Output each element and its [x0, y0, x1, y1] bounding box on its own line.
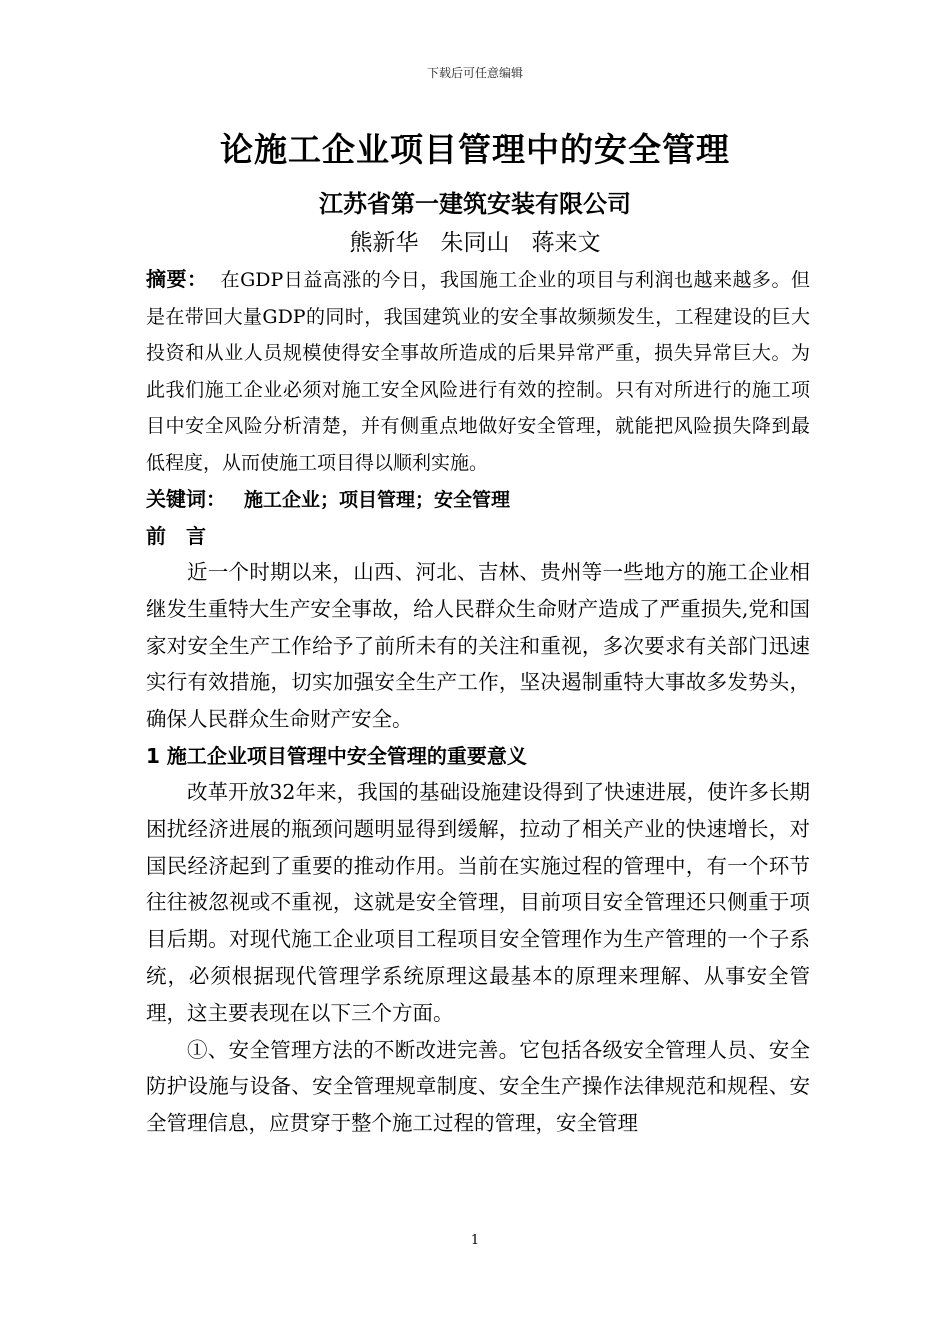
document-body [146, 261, 810, 1142]
keywords [146, 481, 810, 518]
preface-heading: 前 言 [146, 524, 206, 548]
author-name: 朱同山 [440, 230, 510, 256]
keywords-label: 关键词： [146, 487, 226, 511]
abstract-label: 摘要： [146, 267, 208, 291]
author-list [0, 224, 950, 262]
keywords-text: 施工企业；项目管理；安全管理 [244, 489, 511, 511]
document-title: 论施工企业项目管理中的安全管理 [220, 130, 730, 169]
section-heading: 1 施工企业项目管理中安全管理的重要意义 [146, 743, 527, 768]
section-paragraph: ①、安全管理方法的不断改进完善。它包括各级安全管理人员、安全防护设施与设备、安全管理规章制度、安全生产操作法律规范和规程、安全管理信息，应贯穿于整个施工过程的管理，安全管理 [146, 1037, 810, 1136]
abstract-text: 在GDP日益高涨的今日，我国施工企业的项目与利润也越来越多。但是在带回大量GDP的同时，我国建筑业的安全事故频频发生，工程建设的巨大投资和从业人员规模使得安全事故所造成的后果异常严重，损失异常巨大。为此我们施工企业必须对施工安全风险进行有效的控制。只有对所进行的施工项目中安全风险分析清楚，并有侧重点地做好安全管理，就能把风险损失降到最低程度，从而使施工项目得以顺利实施。 [146, 269, 810, 474]
author-name: 熊新华 [349, 230, 419, 256]
header-note: 下载后可任意编辑 [426, 66, 523, 80]
preface-paragraph: 近一个时期以来，山西、河北、吉林、贵州等一些地方的施工企业相继发生重特大生产安全事故，给人民群众生命财产造成了严重损失,党和国家对安全生产工作给予了前所未有的关注和重视，多次要求有关部门迅速实行有效措施，切实加强安全生产工作，坚决遏制重特大事故多发势头，确保人民群众生命财产安全。 [146, 560, 810, 732]
organization-name: 江苏省第一建筑安装有限公司 [319, 190, 631, 218]
abstract [146, 261, 810, 481]
section-paragraph: 改革开放32年来，我国的基础设施建设得到了快速进展，使许多长期困扰经济进展的瓶颈问题明显得到缓解，拉动了相关产业的快速增长，对国民经济起到了重要的推动作用。当前在实施过程的管理中，有一个环节往往被忽视或不重视，这就是安全管理，目前项目安全管理还只侧重于项目后期。对现代施工企业项目工程项目安全管理作为生产管理的一个子系统，必须根据现代管理学系统原理这最基本的原理来理解、从事安全管理，这主要表现在以下三个方面。 [146, 779, 810, 1025]
author-name: 蒋来文 [531, 230, 601, 256]
page-number: 1 [470, 1233, 480, 1248]
